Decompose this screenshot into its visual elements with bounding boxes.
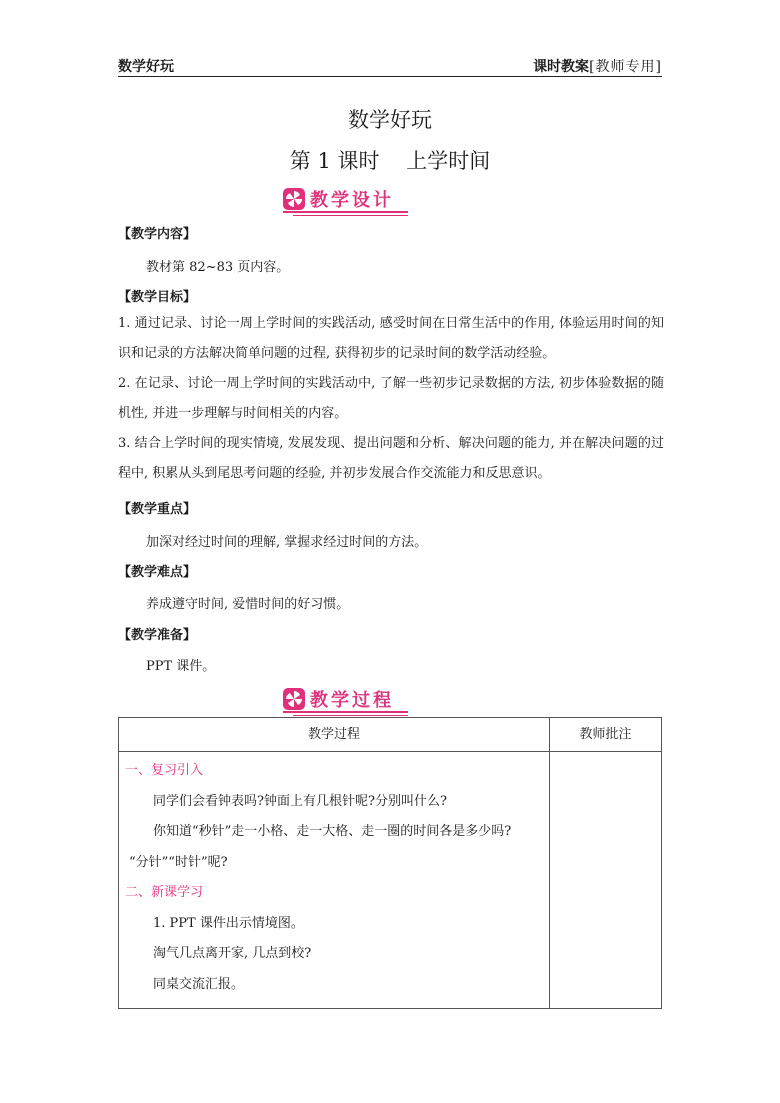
header-right xyxy=(533,56,662,76)
header-right-main: 课时教案 xyxy=(533,59,590,75)
banner-underline-thin xyxy=(293,715,408,716)
lesson-line-3: 同桌交流汇报。 xyxy=(153,976,245,992)
col-notes-header: 教师批注 xyxy=(550,718,662,752)
lesson-line-1: 1. PPT 课件出示情境图。 xyxy=(153,915,304,931)
table-row xyxy=(119,752,662,1009)
process-banner xyxy=(283,686,408,714)
prep-text: PPT 课件。 xyxy=(146,659,216,674)
key-point-heading: 【教学重点】 xyxy=(118,502,197,517)
lesson-title: 第 1 课时 上学时间 xyxy=(289,149,491,173)
banner-underline xyxy=(283,711,408,713)
section-review: 一、复习引入 xyxy=(125,763,204,778)
review-line-2: 你知道“秒针”走一小格、走一大格、走一圈的时间各是多少吗? xyxy=(153,824,512,839)
difficulty-heading: 【教学难点】 xyxy=(118,565,197,580)
goal-item-2: 2. 在记录、讨论一周上学时间的实践活动中, 了解一些初步记录数据的方法, 初步体验数据的随机性, 并进一步理解与时间相关的内容。 xyxy=(118,376,664,421)
process-table xyxy=(118,717,662,1009)
difficulty-text: 养成遵守时间, 爱惜时间的好习惯。 xyxy=(146,597,350,612)
goals-heading: 【教学目标】 xyxy=(118,290,197,305)
header-left: 数学好玩 xyxy=(118,59,174,75)
content-heading: 【教学内容】 xyxy=(118,227,197,242)
process-cell xyxy=(119,752,550,1009)
table-header-row xyxy=(119,718,662,752)
section-new-lesson: 二、新课学习 xyxy=(125,885,204,900)
design-banner xyxy=(283,186,408,214)
header-divider xyxy=(118,76,662,77)
pinwheel-icon xyxy=(283,688,305,710)
banner-underline-thin xyxy=(293,215,408,216)
key-point-text: 加深对经过时间的理解, 掌握求经过时间的方法。 xyxy=(146,535,428,550)
process-banner-label: 教学过程 xyxy=(310,690,394,711)
goal-item-1: 1. 通过记录、讨论一周上学时间的实践活动, 感受时间在日常生活中的作用, 体验运用时间的知识和记录的方法解决简单问题的过程, 获得初步的记录时间的数学活动经验。 xyxy=(118,316,664,361)
pinwheel-icon xyxy=(283,188,305,210)
page-title: 数学好玩 xyxy=(348,108,432,132)
review-line-2-cont: “分针”“时针”呢? xyxy=(129,854,228,870)
goal-item-3: 3. 结合上学时间的现实情境, 发展发现、提出问题和分析、解决问题的能力, 并在解决问题的过程中, 积累从头到尾思考问题的经验, 并初步发展合作交流能力和反思意识。 xyxy=(118,436,664,481)
col-process-header: 教学过程 xyxy=(119,718,550,752)
banner-underline xyxy=(283,211,408,213)
prep-heading: 【教学准备】 xyxy=(118,628,197,643)
notes-cell xyxy=(550,752,662,1009)
header-right-spec: [教师专用] xyxy=(589,59,662,75)
design-banner-label: 教学设计 xyxy=(310,190,394,211)
lesson-line-2: 淘气几点离开家, 几点到校? xyxy=(153,946,312,961)
content-text: 教材第 82~83 页内容。 xyxy=(146,260,290,275)
review-line-1: 同学们会看钟表吗?钟面上有几根针呢?分别叫什么? xyxy=(153,793,447,809)
